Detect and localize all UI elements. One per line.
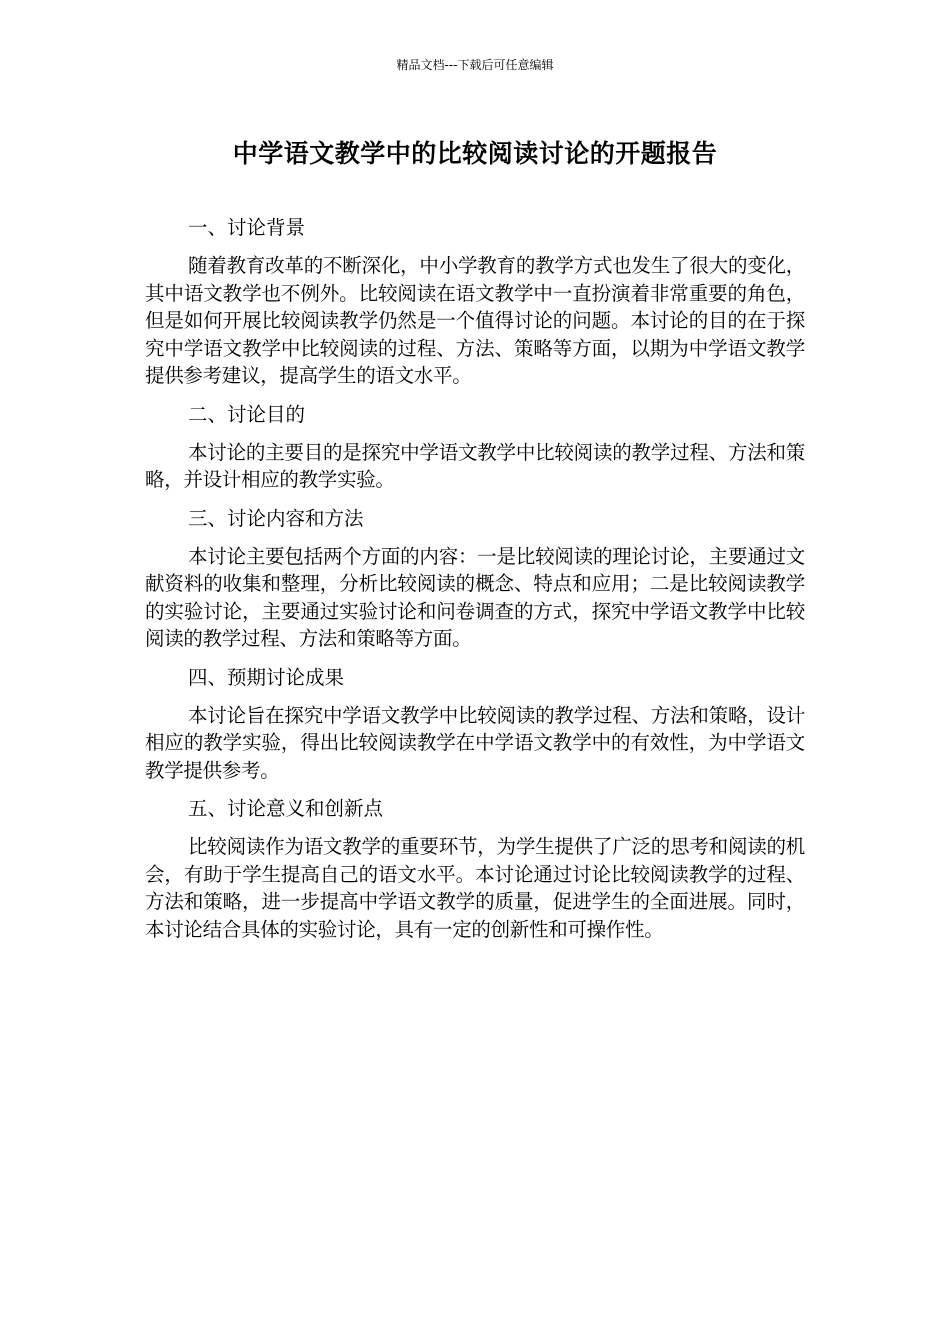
- section-paragraph-purpose: 本讨论的主要目的是探究中学语文教学中比较阅读的教学过程、方法和策略，并设计相应的教学实验。: [145, 440, 805, 491]
- section-paragraph-expected-results: 本讨论旨在探究中学语文教学中比较阅读的教学过程、方法和策略，设计相应的教学实验，得出比较阅读教学在中学语文教学中的有效性，为中学语文教学提供参考。: [145, 703, 805, 782]
- section-heading-background: 一、讨论背景: [188, 216, 306, 239]
- section-heading-expected-results: 四、预期讨论成果: [188, 665, 345, 689]
- section-paragraph-significance: 比较阅读作为语文教学的重要环节，为学生提供了广泛的思考和阅读的机会，有助于学生提高自己的语文水平。本讨论通过讨论比较阅读教学的过程、方法和策略，进一步提高中学语文教学的质量，促进学生的全面进展。同时，本讨论结合具体的实验讨论，具有一定的创新性和可操作性。: [145, 835, 805, 941]
- section-heading-significance: 五、讨论意义和创新点: [188, 797, 384, 820]
- section-heading-content-method: 三、讨论内容和方法: [188, 506, 364, 530]
- section-heading-purpose: 二、讨论目的: [188, 402, 306, 426]
- document-title: 中学语文教学中的比较阅读讨论的开题报告: [232, 139, 718, 168]
- section-paragraph-content-method: 本讨论主要包括两个方面的内容：一是比较阅读的理论讨论，主要通过文献资料的收集和整理，分析比较阅读的概念、特点和应用；二是比较阅读教学的实验讨论，主要通过实验讨论和问卷调查的方式，探究中学语文教学中比较阅读的教学过程、方法和策略等方面。: [145, 544, 805, 650]
- header-note: 精品文档---下载后可任意编辑: [396, 58, 554, 72]
- document-body: [145, 213, 805, 953]
- section-paragraph-background: 随着教育改革的不断深化，中小学教育的教学方式也发生了很大的变化，其中语文教学也不例外。比较阅读在语文教学中一直扮演着非常重要的角色，但是如何开展比较阅读教学仍然是一个值得讨论的问题。本讨论的目的在于探究中学语文教学中比较阅读的过程、方法、策略等方面，以期为中学语文教学提供参考建议，提高学生的语文水平。: [145, 254, 805, 387]
